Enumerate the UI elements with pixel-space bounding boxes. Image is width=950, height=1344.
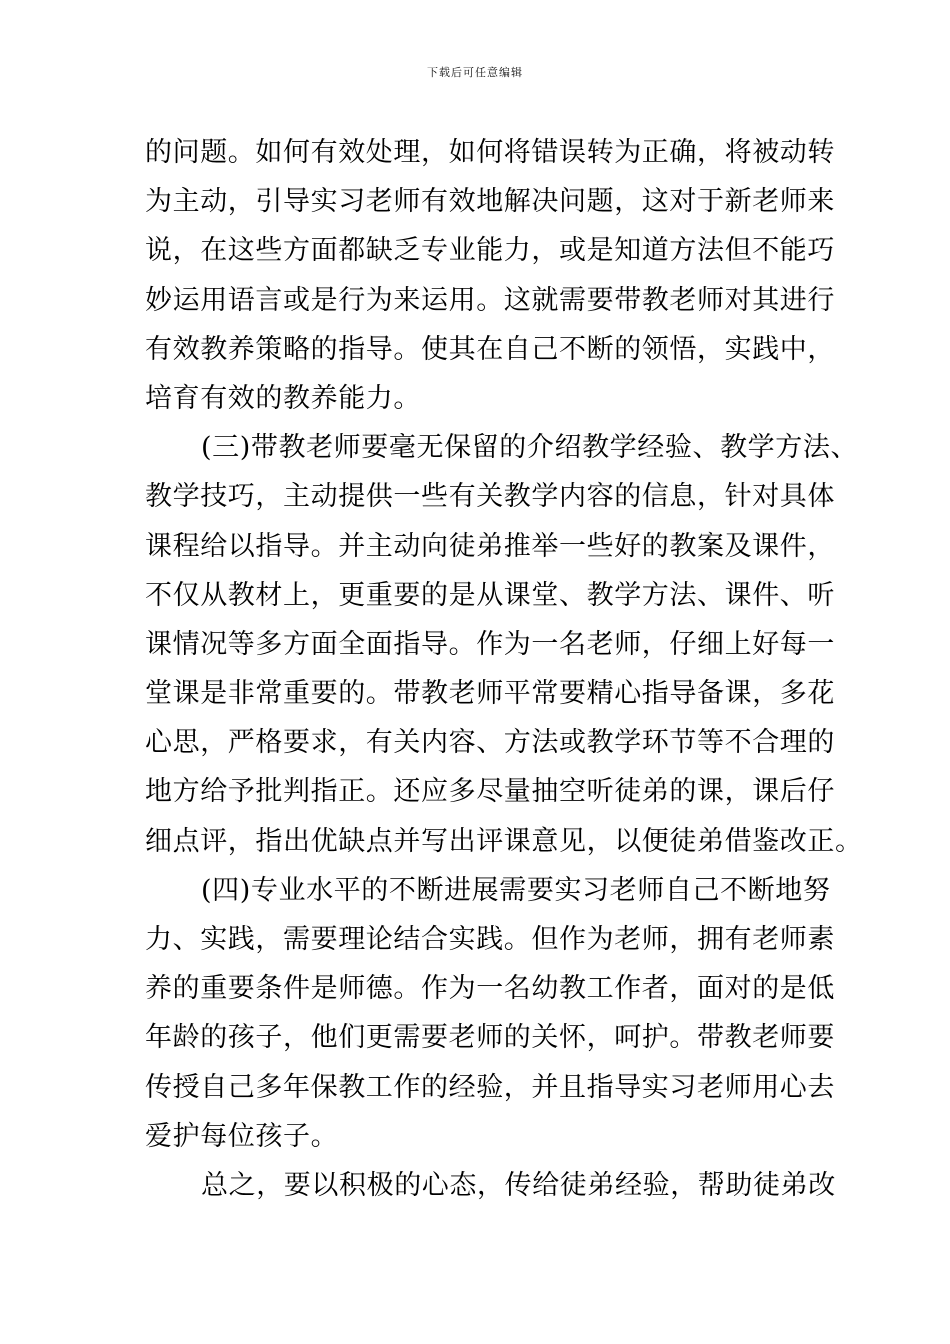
text-line: 细点评，指出优缺点并写出评课意见，以便徒弟借鉴改正。 — [145, 825, 863, 857]
text-line: 为主动，引导实习老师有效地解决问题，这对于新老师来 — [145, 186, 835, 218]
text-line: 课程给以指导。并主动向徒弟推举一些好的教案及课件， — [145, 530, 835, 562]
document-body — [145, 128, 863, 1210]
text-line: 有效教养策略的指导。使其在自己不断的领悟，实践中， — [145, 333, 835, 365]
header-note: 下载后可任意编辑 — [427, 66, 523, 79]
text-line: 养的重要条件是师德。作为一名幼教工作者，面对的是低 — [145, 973, 835, 1005]
text-line: 课情况等多方面全面指导。作为一名老师，仔细上好每一 — [145, 628, 835, 660]
text-line: 地方给予批判指正。还应多尽量抽空听徒弟的课，课后仔 — [145, 776, 835, 808]
text-line: 教学技巧，主动提供一些有关教学内容的信息，针对具体 — [145, 481, 835, 513]
text-line: 的问题。如何有效处理，如何将错误转为正确，将被动转 — [145, 137, 835, 168]
text-line: 培育有效的教养能力。 — [145, 382, 421, 414]
paragraph-start-line: (三)带教老师要毫无保留的介绍教学经验、教学方法、 — [201, 432, 859, 464]
paragraph-start-line: (四)专业水平的不断进展需要实习老师自己不断地努 — [201, 874, 831, 906]
text-line: 心思，严格要求，有关内容、方法或教学环节等不合理的 — [145, 727, 835, 759]
text-line: 年龄的孩子，他们更需要老师的关怀，呵护。带教老师要 — [145, 1022, 835, 1054]
text-line: 说，在这些方面都缺乏专业能力，或是知道方法但不能巧 — [145, 235, 835, 267]
text-line: 不仅从教材上，更重要的是从课堂、教学方法、课件、听 — [145, 579, 835, 611]
text-line: 力、实践，需要理论结合实践。但作为老师，拥有老师素 — [145, 924, 835, 955]
text-line: 传授自己多年保教工作的经验，并且指导实习老师用心去 — [145, 1071, 835, 1103]
text-line: 爱护每位孩子。 — [145, 1120, 339, 1152]
paragraph-start-line: 总之，要以积极的心态，传给徒弟经验，帮助徒弟改 — [201, 1169, 836, 1201]
text-line: 堂课是非常重要的。带教老师平常要精心指导备课，多花 — [145, 678, 835, 710]
text-line: 妙运用语言或是行为来运用。这就需要带教老师对其进行 — [145, 284, 835, 316]
